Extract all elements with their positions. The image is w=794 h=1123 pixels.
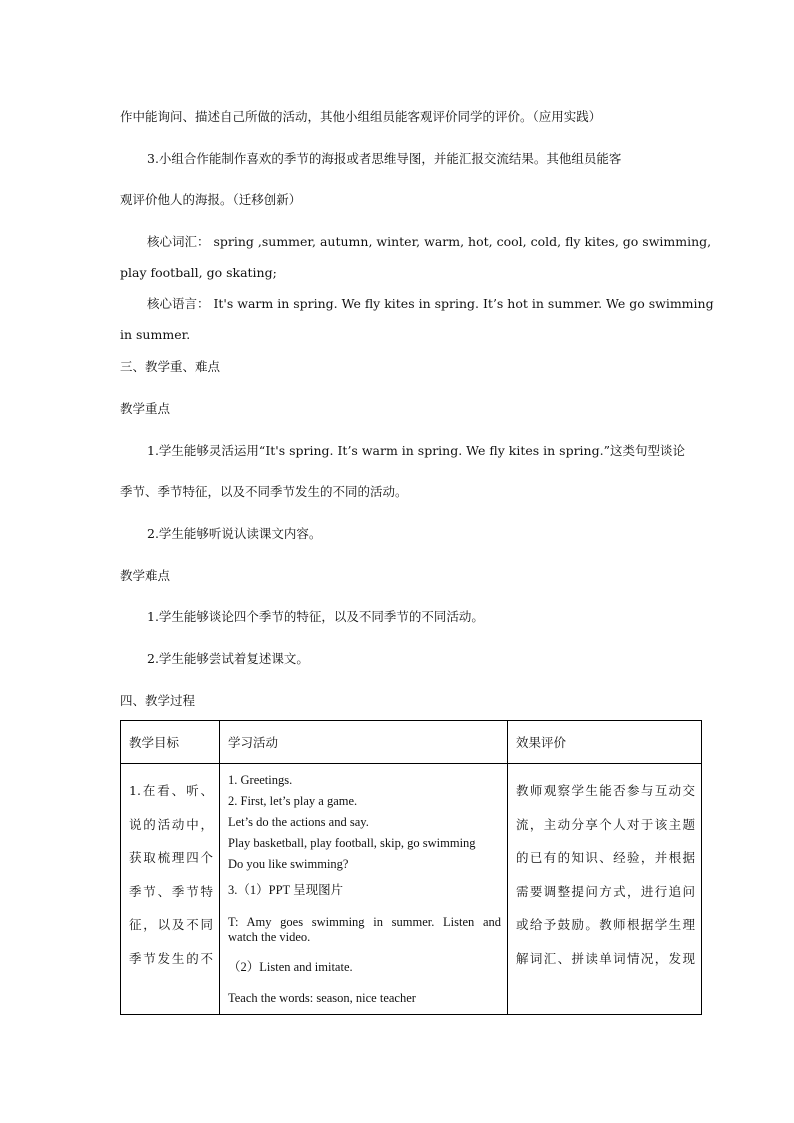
paragraph-line: 核心词汇： spring ,summer, autumn, winter, warm, hot, cool, cold, fly kites, go swimming, (147, 234, 712, 249)
header-label: 教学目标 (129, 735, 180, 750)
cell-line: Play basketball, play football, skip, go swimming (228, 836, 476, 850)
paragraph-line: 观评价他人的海报。（迁移创新） (120, 192, 302, 207)
paragraph-line: 1.学生能够灵活运用“It's spring. It’s warm in spring. We fly kites in spring.”这类句型谈论 (147, 443, 685, 458)
cell-line: 或给予鼓励。教师根据学生理 (516, 917, 695, 933)
cell-line: （2）Listen and imitate. (228, 960, 353, 974)
cell-line: 季节发生的不 (129, 950, 213, 966)
section-heading: 三、教学重、难点 (120, 359, 221, 374)
header-cell (220, 721, 508, 764)
cell-line: 季节、季节特 (129, 883, 213, 899)
subheading: 教学难点 (120, 568, 171, 583)
header-label: 学习活动 (228, 735, 279, 750)
header-cell (508, 721, 702, 764)
paragraph-line: 3.小组合作能制作喜欢的季节的海报或者思维导图，并能汇报交流结果。其他组员能客 (147, 151, 622, 166)
paragraph-line: 作中能询问、描述自己所做的活动，其他小组组员能客观评价同学的评价。（应用实践） (120, 109, 602, 124)
table-row (121, 764, 702, 1015)
paragraph-line: 2.学生能够听说认读课文内容。 (147, 526, 322, 541)
header-label: 效果评价 (516, 735, 567, 750)
cell-line: 说的活动中， (129, 816, 213, 832)
cell-line: Do you like swimming? (228, 857, 349, 871)
paragraph-line: 核心语言： It's warm in spring. We fly kites in spring. It’s hot in summer. We go swimming (147, 296, 714, 311)
paragraph-line: 1.学生能够谈论四个季节的特征，以及不同季节的不同活动。 (147, 609, 484, 624)
cell-line: 获取梳理四个 (129, 850, 213, 866)
cell-line: 流，主动分享个人对于该主题 (516, 816, 695, 832)
teaching-process-table (120, 720, 702, 1015)
cell-line: 2. First, let’s play a game. (228, 794, 358, 808)
cell-line: 3.（1）PPT 呈现图片 (228, 883, 344, 897)
evaluation-cell (508, 764, 702, 1015)
cell-line: T: Amy goes swimming in summer. Listen and (228, 915, 501, 929)
cell-line: 教师观察学生能否参与互动交 (516, 783, 695, 798)
header-cell (121, 721, 220, 764)
cell-line: Teach the words: season, nice teacher (228, 991, 416, 1005)
cell-line: 解词汇、拼读单词情况，发现 (516, 950, 695, 966)
cell-line: 1. Greetings. (228, 773, 293, 787)
objective-cell (121, 764, 220, 1015)
activity-cell (220, 764, 508, 1015)
paragraph-line: 季节、季节特征，以及不同季节发生的不同的活动。 (120, 484, 408, 499)
paragraph-line: play football, go skating; (120, 265, 277, 280)
section-heading: 四、教学过程 (120, 693, 196, 708)
cell-line: 需要调整提问方式，进行追问 (516, 883, 695, 899)
cell-line: Let’s do the actions and say. (228, 815, 369, 829)
paragraph-line: in summer. (120, 327, 191, 342)
subheading: 教学重点 (120, 401, 171, 416)
table-header-row (121, 721, 702, 764)
cell-line: watch the video. (228, 930, 311, 944)
paragraph-line: 2.学生能够尝试着复述课文。 (147, 651, 309, 666)
cell-line: 1.在看、听、 (129, 783, 213, 798)
cell-line: 的已有的知识、经验，并根据 (516, 850, 695, 866)
cell-line: 征，以及不同 (129, 917, 213, 933)
